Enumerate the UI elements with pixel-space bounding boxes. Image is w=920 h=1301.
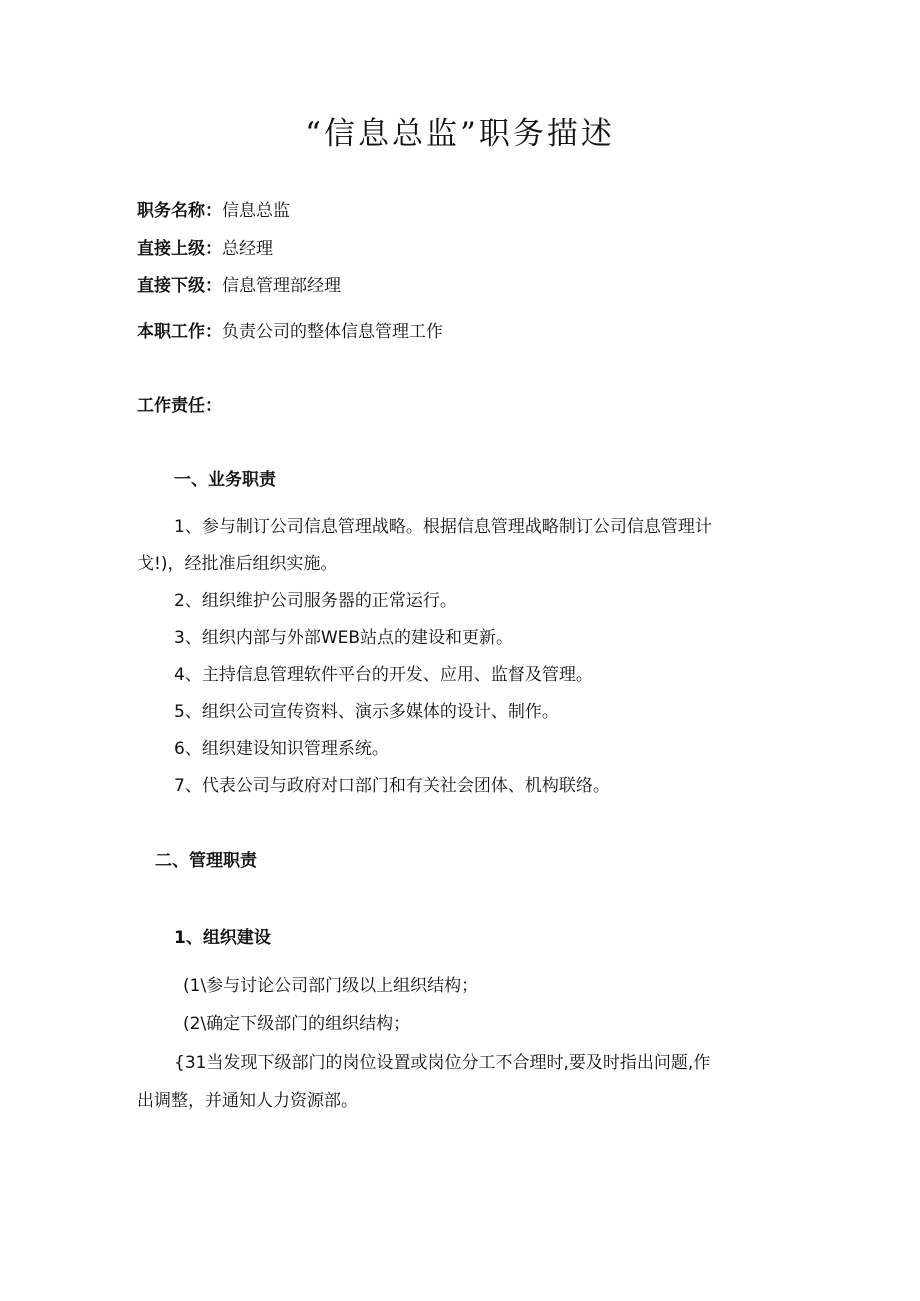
field-label: 直接下级： xyxy=(137,276,222,296)
section1-item: 4、主持信息管理软件平台的开发、应用、监督及管理。 xyxy=(174,665,593,685)
field-main-duty xyxy=(137,320,443,344)
field-direct-subordinate xyxy=(137,274,341,298)
field-direct-superior xyxy=(137,237,273,261)
section2-heading: 二、管理职责 xyxy=(155,851,257,871)
responsibility-heading: 工作责任： xyxy=(137,396,222,416)
field-value: 信息管理部经理 xyxy=(222,276,341,296)
section1-item: 3、组织内部与外部WEB站点的建设和更新。 xyxy=(174,628,514,648)
field-label: 职务名称： xyxy=(137,201,222,221)
section2-sub1-heading: 1、组织建设 xyxy=(174,928,271,948)
field-value: 总经理 xyxy=(222,239,273,259)
field-label: 本职工作： xyxy=(137,322,222,342)
section1-item: 6、组织建设知识管理系统。 xyxy=(174,739,389,759)
section2-sub1-item3-line2: 出调整，并通知人力资源部。 xyxy=(137,1091,358,1111)
section1-item1-line2: 戈!)，经批准后组织实施。 xyxy=(137,554,338,574)
field-label: 直接上级： xyxy=(137,239,222,259)
document-title: “信息总监”职务描述 xyxy=(305,116,615,152)
section1-heading: 一、业务职责 xyxy=(174,470,276,490)
section1-item: 2、组织维护公司服务器的正常运行。 xyxy=(174,591,457,611)
section2-sub1-item: (1\参与讨论公司部门级以上组织结构； xyxy=(183,976,479,996)
section2-sub1-item: (2\确定下级部门的组织结构； xyxy=(183,1014,411,1034)
field-position-name xyxy=(137,199,290,223)
section1-item: 7、代表公司与政府对口部门和有关社会团体、机构联络。 xyxy=(174,776,610,796)
section1-item: 5、组织公司宣传资料、演示多媒体的设计、制作。 xyxy=(174,702,559,722)
field-value: 负责公司的整体信息管理工作 xyxy=(222,322,443,342)
section2-sub1-item3-line1: {31当发现下级部门的岗位设置或岗位分工不合理时,要及时指出问题,作 xyxy=(174,1053,711,1073)
section1-item1-line1: 1、参与制订公司信息管理战略。根据信息管理战略制订公司信息管理计 xyxy=(174,517,712,537)
field-value: 信息总监 xyxy=(222,201,290,221)
